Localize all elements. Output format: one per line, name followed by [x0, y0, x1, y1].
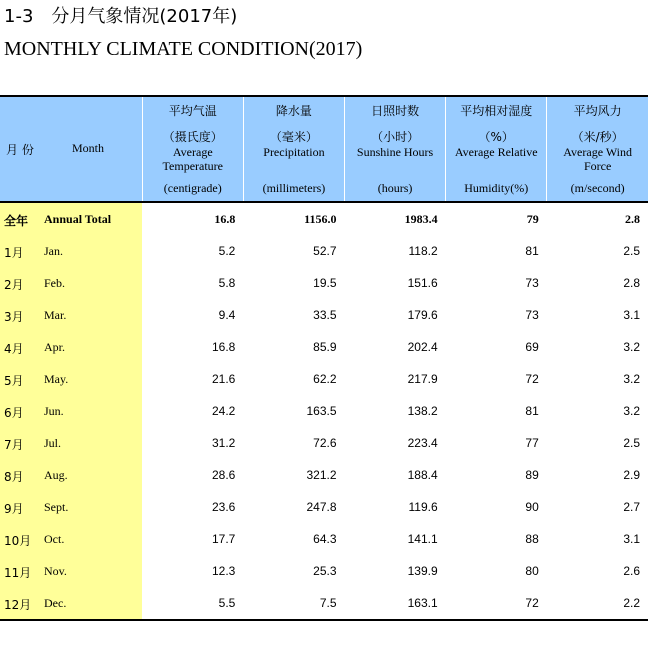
- column-header-en-unit: (centigrade): [163, 181, 222, 195]
- precipitation-cell: 62.2: [313, 372, 337, 386]
- month-cell: [0, 395, 142, 427]
- sunshine-cell: 223.4: [407, 436, 438, 450]
- precipitation-cell: 64.3: [313, 532, 337, 546]
- month-label-en: Mar.: [44, 308, 67, 322]
- sunshine-cell: 119.6: [408, 500, 438, 514]
- temperature-cell: 31.2: [212, 436, 236, 450]
- month-label-en: Aug.: [44, 468, 68, 482]
- month-label-cn: 7月: [4, 438, 24, 452]
- precipitation-column-header: [243, 96, 344, 202]
- wind-cell: 3.2: [623, 372, 640, 386]
- column-header-cn-unit: （摄氏度）: [162, 130, 223, 144]
- table-row: [0, 459, 648, 491]
- month-label-en: Nov.: [44, 564, 67, 578]
- month-label-cn: 10月: [4, 534, 32, 548]
- month-label-cn: 6月: [4, 406, 24, 420]
- column-header-en-unit: (hours): [377, 181, 413, 195]
- month-label-en: Jul.: [44, 436, 62, 450]
- column-header-cn: 平均相对湿度: [460, 104, 533, 118]
- table-row: [0, 427, 648, 459]
- column-header-cn-unit: （毫米）: [269, 130, 318, 144]
- month-cell: [0, 587, 142, 620]
- precipitation-cell: 7.5: [243, 587, 344, 620]
- table-row: [0, 395, 648, 427]
- month-label-cn: 2月: [4, 278, 24, 292]
- month-label-en: Oct.: [44, 532, 65, 546]
- temperature-cell: 28.6: [212, 468, 236, 482]
- temperature-cell: 5.2: [218, 244, 236, 258]
- wind-cell: 2.2: [547, 587, 648, 620]
- temperature-cell: 21.6: [212, 372, 236, 386]
- temperature-cell: 16.8: [214, 211, 236, 226]
- temperature-cell: 12.3: [212, 564, 236, 578]
- column-header-cn-unit: （小时）: [371, 130, 420, 144]
- table-row: [0, 331, 648, 363]
- humidity-cell: 88: [525, 532, 539, 546]
- climate-table: [0, 95, 648, 621]
- table-row: [0, 555, 648, 587]
- month-cell: [0, 555, 142, 587]
- month-cell: [0, 491, 142, 523]
- column-header-en-unit: (millimeters): [262, 181, 326, 195]
- annual-total-row: [0, 202, 648, 235]
- humidity-cell: 73: [525, 276, 539, 290]
- sunshine-cell: 118.2: [408, 244, 438, 258]
- precipitation-cell: 19.5: [313, 276, 337, 290]
- column-header-en: Precipitation: [263, 145, 325, 159]
- precipitation-cell: 163.5: [306, 404, 337, 418]
- month-label-en: Sept.: [44, 500, 69, 514]
- humidity-cell: 77: [525, 436, 539, 450]
- month-label-cn: 4月: [4, 342, 24, 356]
- humidity-column-header: [446, 96, 547, 202]
- sunshine-cell: 138.2: [407, 404, 438, 418]
- column-header-en-unit: Humidity(%): [464, 181, 529, 195]
- month-cell: [0, 523, 142, 555]
- humidity-cell: 73: [525, 308, 539, 322]
- humidity-cell: 81: [525, 404, 539, 418]
- temperature-cell: 9.4: [218, 308, 236, 322]
- column-header-en-unit: (m/second): [570, 181, 625, 195]
- month-label-cn: 8月: [4, 470, 24, 484]
- temperature-column-header: [142, 96, 243, 202]
- wind-cell: 3.2: [623, 340, 640, 354]
- column-header-cn: 降水量: [275, 104, 312, 118]
- month-label-cn: 9月: [4, 502, 24, 516]
- precipitation-cell: 33.5: [313, 308, 337, 322]
- column-header-en: Sunshine Hours: [356, 145, 434, 159]
- table-body: [0, 202, 648, 620]
- table-row: [0, 267, 648, 299]
- wind-cell: 2.5: [623, 244, 640, 258]
- sunshine-cell: 217.9: [407, 372, 438, 386]
- column-header-en: Average Temperature: [162, 145, 224, 173]
- month-header-en: Month: [72, 141, 105, 155]
- wind-cell: 2.6: [623, 564, 640, 578]
- sunshine-cell: 179.6: [407, 308, 438, 322]
- month-cell: [0, 202, 142, 235]
- table-row: [0, 491, 648, 523]
- table-header: [0, 96, 648, 202]
- humidity-cell: 80: [525, 564, 539, 578]
- sunshine-cell: 141.1: [407, 532, 438, 546]
- precipitation-cell: 72.6: [313, 436, 337, 450]
- wind-cell: 3.1: [623, 308, 640, 322]
- column-header-en: Average Relative: [454, 145, 538, 159]
- month-cell: [0, 363, 142, 395]
- temperature-cell: 23.6: [212, 500, 236, 514]
- column-header-cn: 平均风力: [573, 104, 622, 118]
- page-title-english: MONTHLY CLIMATE CONDITION(2017): [4, 38, 363, 60]
- sunshine-cell: 139.9: [407, 564, 438, 578]
- sunshine-cell: 151.6: [407, 276, 438, 290]
- month-header-cn: 月 份: [6, 143, 34, 157]
- table-row: [0, 235, 648, 267]
- column-header-cn-unit: （米/秒）: [571, 130, 624, 144]
- sunshine-cell: 163.1: [345, 587, 446, 620]
- humidity-cell: 72: [446, 587, 547, 620]
- month-cell: [0, 427, 142, 459]
- month-label-en: Jan.: [44, 244, 63, 258]
- column-header-cn: 日照时数: [371, 104, 420, 118]
- wind-cell: 2.8: [623, 276, 640, 290]
- wind-cell: 3.2: [623, 404, 640, 418]
- sunshine-cell: 1983.4: [404, 211, 438, 226]
- column-header-cn: 平均气温: [168, 104, 217, 118]
- humidity-cell: 81: [525, 244, 539, 258]
- wind-cell: 3.1: [623, 532, 640, 546]
- month-label-en: Dec.: [44, 596, 67, 610]
- month-label-cn: 12月: [4, 598, 32, 612]
- temperature-cell: 24.2: [212, 404, 236, 418]
- table-row: [0, 587, 648, 620]
- month-label-en: Apr.: [44, 340, 65, 354]
- precipitation-cell: 25.3: [313, 564, 337, 578]
- wind-cell: 2.5: [623, 436, 640, 450]
- column-header-cn-unit: （%）: [478, 130, 514, 144]
- month-cell: [0, 299, 142, 331]
- temperature-cell: 5.8: [218, 276, 236, 290]
- wind-column-header: [547, 96, 648, 202]
- table-row: [0, 523, 648, 555]
- month-label-cn: 11月: [4, 566, 32, 580]
- temperature-cell: 17.7: [212, 532, 236, 546]
- month-label-cn: 1月: [4, 246, 24, 260]
- month-label-en: Annual Total: [44, 212, 112, 226]
- humidity-cell: 69: [525, 340, 539, 354]
- column-header-en: Average Wind Force: [563, 145, 632, 173]
- temperature-cell: 16.8: [212, 340, 236, 354]
- precipitation-cell: 321.2: [306, 468, 337, 482]
- month-cell: [0, 235, 142, 267]
- humidity-cell: 89: [525, 468, 539, 482]
- precipitation-cell: 52.7: [313, 244, 337, 258]
- humidity-cell: 90: [525, 500, 539, 514]
- humidity-cell: 79: [526, 211, 539, 226]
- table-row: [0, 363, 648, 395]
- table-row: [0, 299, 648, 331]
- humidity-cell: 72: [525, 372, 539, 386]
- temperature-cell: 5.5: [142, 587, 243, 620]
- month-label-cn: 全年: [4, 214, 29, 228]
- sunshine-cell: 188.4: [407, 468, 438, 482]
- month-cell: [0, 459, 142, 491]
- month-cell: [0, 331, 142, 363]
- month-label-cn: 5月: [4, 374, 24, 388]
- sunshine-cell: 202.4: [407, 340, 438, 354]
- precipitation-cell: 85.9: [313, 340, 337, 354]
- month-column-header: [0, 96, 142, 202]
- month-label-en: May.: [44, 372, 69, 386]
- wind-cell: 2.9: [623, 468, 640, 482]
- wind-cell: 2.7: [623, 500, 640, 514]
- precipitation-cell: 1156.0: [304, 211, 337, 226]
- month-label-en: Feb.: [44, 276, 65, 290]
- sunshine-column-header: [345, 96, 446, 202]
- precipitation-cell: 247.8: [306, 500, 337, 514]
- month-cell: [0, 267, 142, 299]
- month-label-en: Jun.: [44, 404, 64, 418]
- month-label-cn: 3月: [4, 310, 24, 324]
- wind-cell: 2.8: [625, 211, 640, 226]
- page-title-chinese: 1-3 分月气象情况(2017年): [4, 6, 238, 27]
